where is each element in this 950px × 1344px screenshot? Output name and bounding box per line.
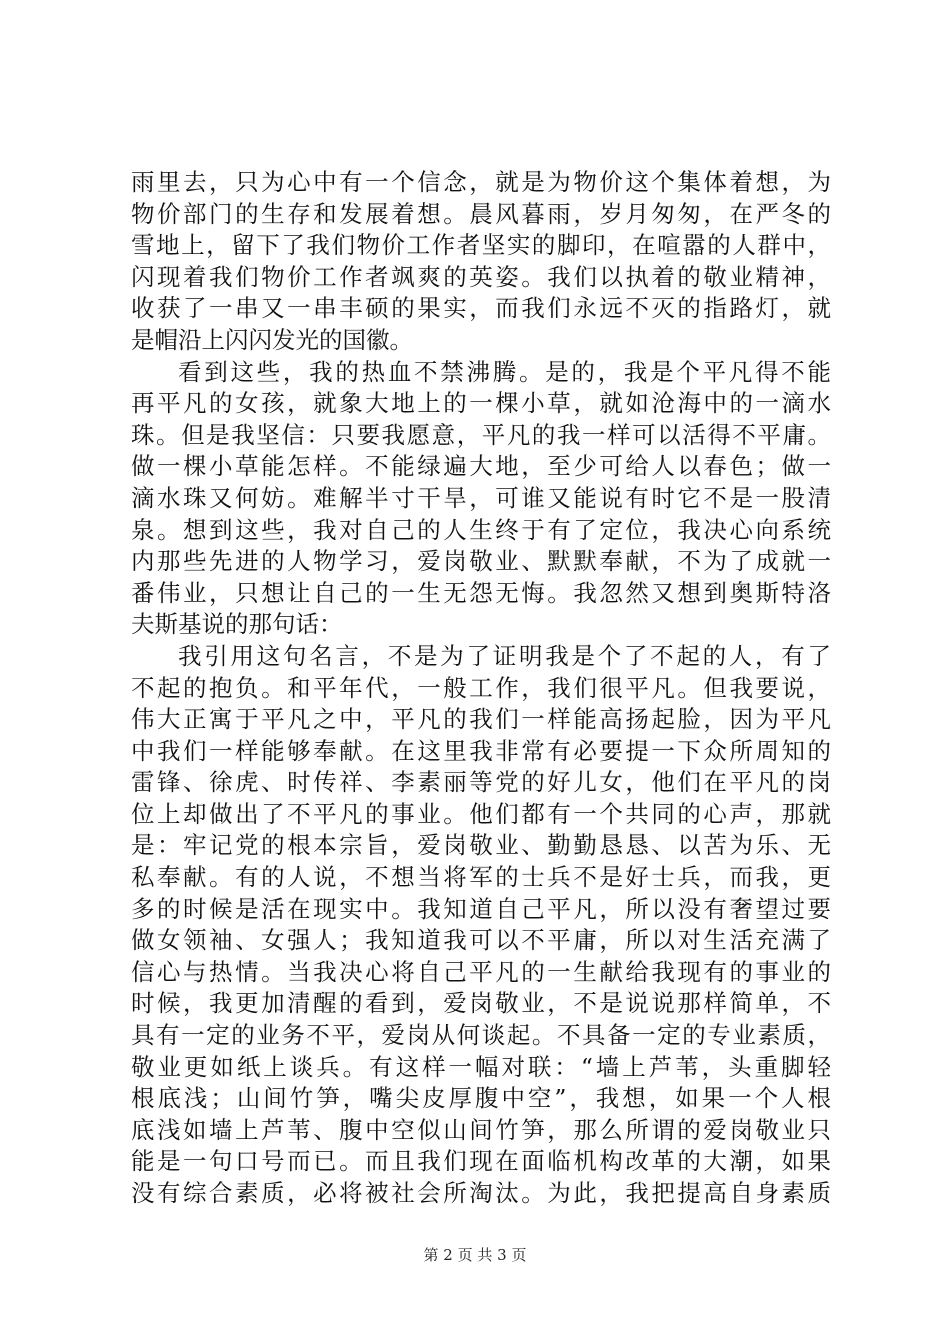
page-number-footer: 第 2 页 共 3 页 — [423, 1246, 527, 1264]
text-line: 我引用这句名言，不是为了证明我是个了不起的人，有了 — [178, 641, 831, 670]
text-line: 能是一句口号而已。而且我们现在面临机构改革的大潮，如果 — [131, 1147, 831, 1176]
text-line: 位上却做出了不平凡的事业。他们都有一个共同的心声，那就 — [131, 799, 831, 828]
text-line: 中我们一样能够奉献。在这里我非常有必要提一下众所周知的 — [131, 736, 831, 765]
text-line: 物价部门的生存和发展着想。晨风暮雨，岁月匆匆，在严冬的 — [131, 199, 831, 228]
text-line: 番伟业，只想让自己的一生无怨无悔。我忽然又想到奥斯特洛 — [131, 578, 831, 607]
text-line: 不起的抱负。和平年代，一般工作，我们很平凡。但我要说， — [131, 673, 831, 702]
text-line: 闪现着我们物价工作者飒爽的英姿。我们以执着的敬业精神， — [131, 262, 831, 291]
text-line: 敬业更如纸上谈兵。有这样一幅对联：“墙上芦苇，头重脚轻 — [131, 1052, 831, 1081]
text-line: 是：牢记党的根本宗旨，爱岗敬业、勤勤恳恳、以苦为乐、无 — [131, 831, 831, 860]
paragraph-3 — [131, 641, 831, 1210]
text-line: 看到这些，我的热血不禁沸腾。是的，我是个平凡得不能 — [178, 357, 831, 386]
text-line: 信心与热情。当我决心将自己平凡的一生献给我现有的事业的 — [131, 957, 831, 986]
text-line: 多的时候是活在现实中。我知道自己平凡，所以没有奢望过要 — [131, 894, 831, 923]
text-line: 伟大正寓于平凡之中，平凡的我们一样能高扬起脸，因为平凡 — [131, 705, 831, 734]
text-line: 没有综合素质，必将被社会所淘汰。为此，我把提高自身素质 — [131, 1179, 831, 1207]
document-body — [131, 167, 831, 1210]
text-line: 做女领袖、女强人；我知道我可以不平庸，所以对生活充满了 — [131, 926, 831, 955]
text-line: 滴水珠又何妨。难解半寸干旱，可谁又能说有时它不是一股清 — [131, 483, 831, 512]
text-line: 泉。想到这些，我对自己的人生终于有了定位，我决心向系统 — [131, 515, 831, 544]
text-line: 底浅如墙上芦苇、腹中空似山间竹笋，那么所谓的爱岗敬业只 — [131, 1115, 831, 1144]
text-line: 收获了一串又一串丰硕的果实，而我们永远不灭的指路灯，就 — [131, 294, 831, 323]
text-line: 夫斯基说的那句话： — [131, 610, 343, 639]
text-line: 珠。但是我坚信：只要我愿意，平凡的我一样可以活得不平庸。 — [131, 420, 831, 449]
paragraph-1 — [131, 167, 831, 357]
text-line: 私奉献。有的人说，不想当将军的士兵不是好士兵，而我，更 — [131, 863, 831, 892]
text-line: 再平凡的女孩，就象大地上的一棵小草，就如沧海中的一滴水 — [131, 389, 831, 418]
text-line: 时候，我更加清醒的看到，爱岗敬业，不是说说那样简单，不 — [131, 989, 831, 1018]
paragraph-2 — [131, 357, 831, 641]
text-line: 是帽沿上闪闪发光的国徽。 — [131, 325, 413, 354]
text-line: 具有一定的业务不平，爱岗从何谈起。不具备一定的专业素质， — [131, 1021, 831, 1050]
text-line: 根底浅；山间竹笋，嘴尖皮厚腹中空”，我想，如果一个人根 — [131, 1084, 831, 1113]
text-line: 做一棵小草能怎样。不能绿遍大地，至少可给人以春色；做一 — [131, 452, 831, 481]
text-line: 雨里去，只为心中有一个信念，就是为物价这个集体着想，为 — [131, 168, 831, 196]
text-line: 内那些先进的人物学习，爱岗敬业、默默奉献，不为了成就一 — [131, 547, 831, 576]
text-line: 雪地上，留下了我们物价工作者坚实的脚印，在喧嚣的人群中， — [131, 231, 831, 260]
text-line: 雷锋、徐虎、时传祥、李素丽等党的好儿女，他们在平凡的岗 — [131, 768, 831, 797]
